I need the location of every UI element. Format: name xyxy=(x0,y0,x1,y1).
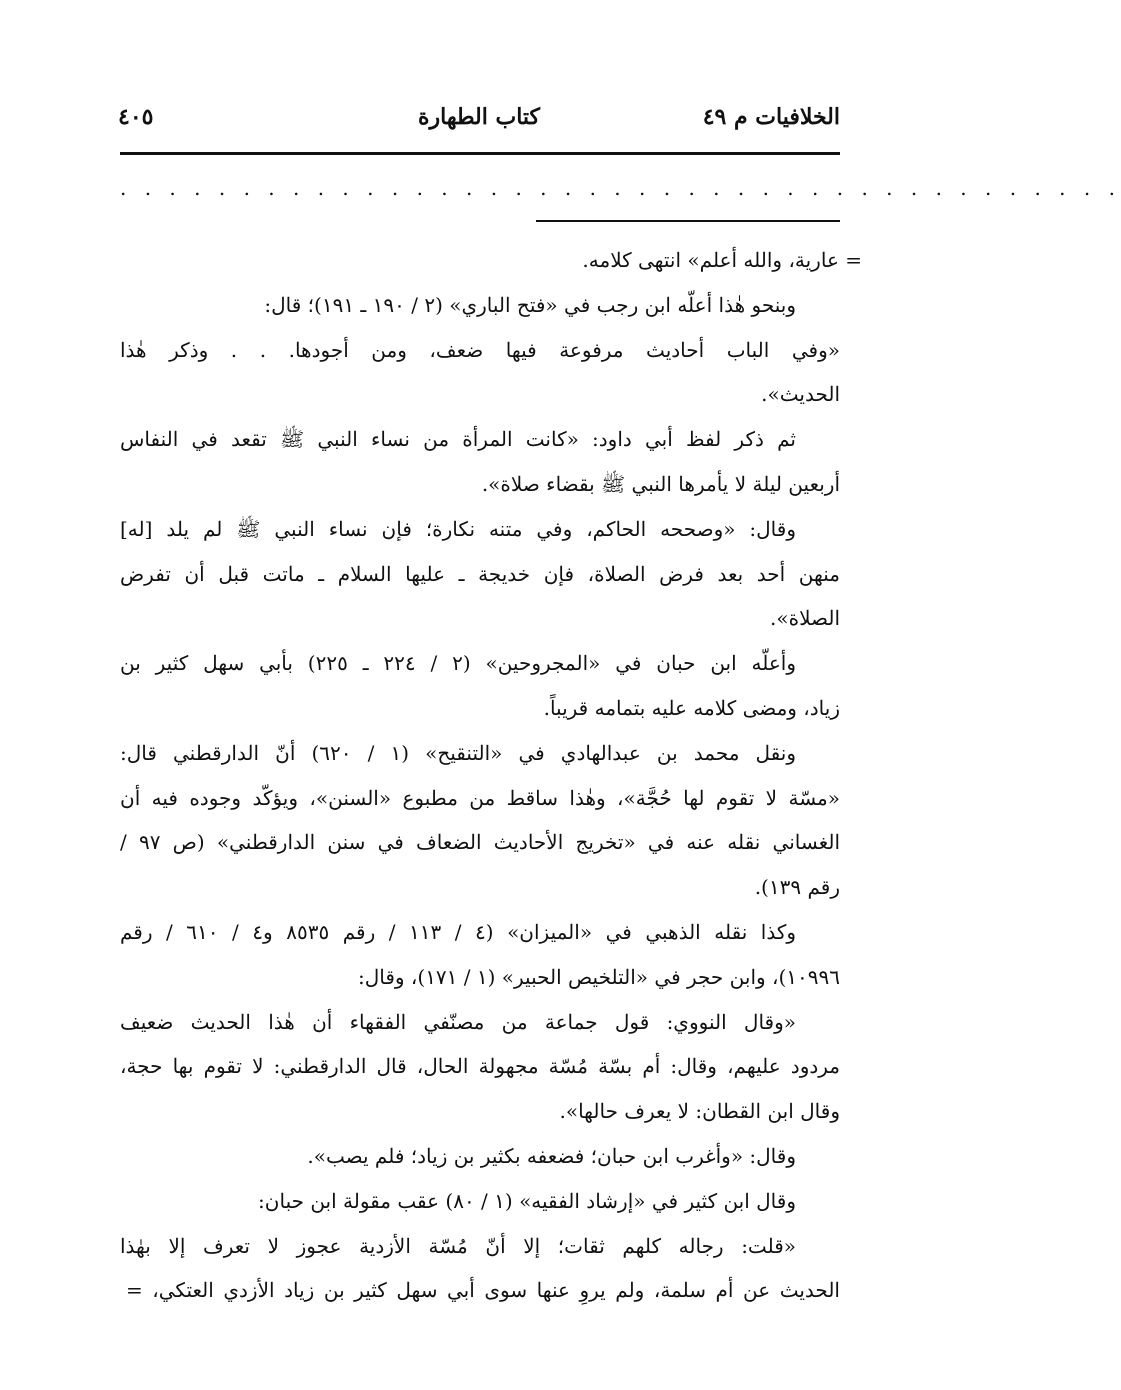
text-line: وقال: «وصححه الحاكم، وفي متنه نكارة؛ فإن نساء النبي ﷺ لم يلد [له] xyxy=(120,516,796,541)
footnote-rule xyxy=(536,220,840,222)
text-line: «وقال النووي: قول جماعة من مصنّفي الفقهاء أن هٰذا الحديث ضعيف xyxy=(120,1009,796,1034)
text-line: الحديث». xyxy=(761,382,840,407)
header-book-title: الخلافيات م ٤٩ xyxy=(702,104,840,130)
text-line: وقال: «وأغرب ابن حبان؛ فضعفه بكثير بن زياد؛ فلم يصب». xyxy=(307,1143,796,1168)
text-line: ١٠٩٩٦)، وابن حجر في «التلخيص الحبير» (١ / ١٧١)، وقال: xyxy=(357,964,840,989)
text-line: الصلاة». xyxy=(770,606,840,631)
text-line: زياد، ومضى كلامه عليه بتمامه قريباً. xyxy=(543,695,840,720)
page-header xyxy=(118,104,840,144)
header-rule xyxy=(120,152,840,155)
text-line: منهن أحد بعد فرض الصلاة، فإن خديجة ـ عليها السلام ـ ماتت قبل أن تفرض xyxy=(120,561,840,586)
text-line: «قلت: رجاله كلهم ثقات؛ إلا أنّ مُسّة الأزدية عجوز لا تعرف إلا بهٰذا xyxy=(120,1233,796,1258)
text-line: «مسّة لا تقوم لها حُجَّة»، وهٰذا ساقط من مطبوع «السنن»، ويؤكّد وجوده فيه أن xyxy=(120,785,840,810)
text-line: رقم ١٣٩). xyxy=(754,875,840,900)
text-line: وبنحو هٰذا أعلّه ابن رجب في «فتح الباري» (٢ / ١٩٠ ـ ١٩١)؛ قال: xyxy=(264,292,796,317)
separator-dots: . . . . . . . . . . . . . . . . . . . . . . . . . . . . . . . . . . . . . . . . . xyxy=(120,176,1121,200)
text-line: وقال ابن القطان: لا يعرف حالها». xyxy=(559,1099,840,1124)
text-line: = عارية، والله أعلم» انتهى كلامه. xyxy=(582,248,862,272)
text-line: وقال ابن كثير في «إرشاد الفقيه» (١ / ٨٠) عقب مقولة ابن حبان: xyxy=(258,1188,796,1213)
page-number: ٤٠٥ xyxy=(118,104,154,130)
text-line: ثم ذكر لفظ أبي داود: «كانت المرأة من نساء النبي ﷺ تقعد في النفاس xyxy=(120,427,796,452)
text-line: الحديث عن أم سلمة، ولم يروِ عنها سوى أبي سهل كثير بن زياد الأزدي العتكي، = xyxy=(126,1278,840,1303)
header-chapter-title: كتاب الطهارة xyxy=(417,104,541,130)
text-line: الغساني نقله عنه في «تخريج الأحاديث الضعاف في سنن الدارقطني» (ص ٩٧ / xyxy=(120,830,840,855)
text-line: وكذا نقله الذهبي في «الميزان» (٤ / ١١٣ / رقم ٨٥٣٥ و٤ / ٦١٠ / رقم xyxy=(120,919,797,944)
text-line: «وفي الباب أحاديث مرفوعة فيها ضعف، ومن أجودها. . . وذكر هٰذا xyxy=(120,337,840,362)
text-line: ونقل محمد بن عبدالهادي في «التنقيح» (١ / ٦٢٠) أنّ الدارقطني قال: xyxy=(120,740,797,765)
text-line: أربعين ليلة لا يأمرها النبي ﷺ بقضاء صلاة». xyxy=(481,471,840,496)
text-line: وأعلّه ابن حبان في «المجروحين» (٢ / ٢٢٤ ـ ٢٢٥) بأبي سهل كثير بن xyxy=(120,651,797,676)
text-line: مردود عليهم، وقال: أم بسّة مُسّة مجهولة الحال، قال الدارقطني: لا تقوم بها حجة، xyxy=(120,1054,841,1079)
footnote-text xyxy=(120,238,862,1313)
